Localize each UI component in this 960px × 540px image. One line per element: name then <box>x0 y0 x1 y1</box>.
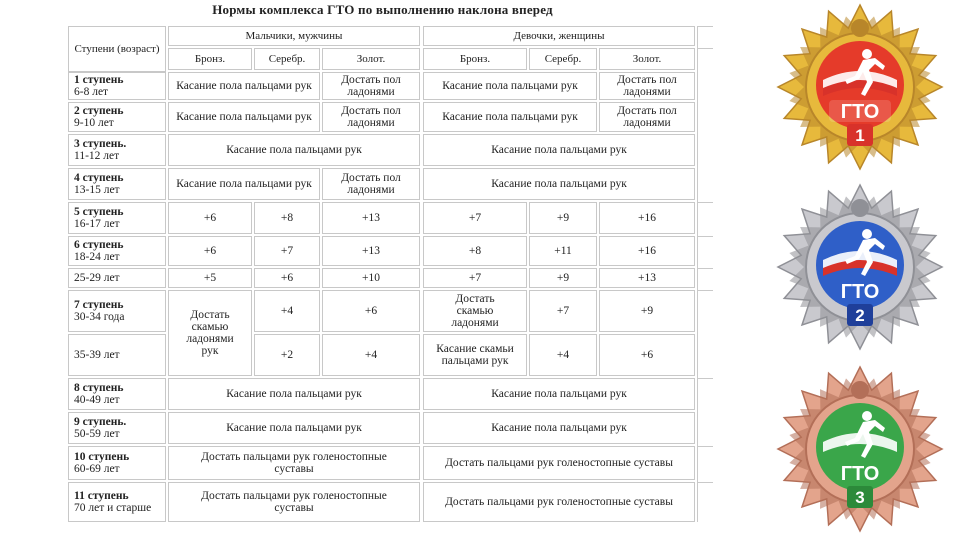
badge-label: ГТО <box>840 463 880 485</box>
gto-silver-badge <box>775 182 945 352</box>
boys-all-cell: Касание пола пальцами рук <box>168 412 420 444</box>
stage-cell: 10 ступень 60-69 лет <box>68 446 166 480</box>
eagle-emblem-icon <box>851 199 869 217</box>
girls-bronze-silver-cell: Касание пола пальцами рук <box>423 102 597 132</box>
table-gutter-line <box>697 290 713 291</box>
boys-silver-cell: +8 <box>254 202 320 234</box>
stage-cell: 35-39 лет <box>68 334 166 376</box>
header-girls-silver: Серебр. <box>529 48 597 70</box>
boys-gold-cell: +13 <box>322 236 420 266</box>
table-gutter-line <box>697 236 713 237</box>
stage-cell: 7 ступень 30-34 года <box>68 290 166 332</box>
girls-silver-cell: +9 <box>529 202 597 234</box>
girls-all-cell: Достать пальцами рук голеностопные суставы <box>423 482 695 522</box>
header-girls-gold: Золот. <box>599 48 695 70</box>
girls-gold-cell: +13 <box>599 268 695 288</box>
girls-bronze-cell: +8 <box>423 236 527 266</box>
header-boys-silver: Серебр. <box>254 48 320 70</box>
boys-all-cell: Достать пальцами рук голеностопные суставы <box>168 482 420 522</box>
boys-bronze-merged-cell: Достать скамью ладонями рук <box>168 290 252 376</box>
boys-all-cell: Касание пола пальцами рук <box>168 134 420 166</box>
boys-silver-cell: +6 <box>254 268 320 288</box>
badge-number: 2 <box>855 306 865 325</box>
eagle-emblem-icon <box>851 19 869 37</box>
stage-cell: 11 ступень 70 лет и старше <box>68 482 166 522</box>
header-stages: Ступени (возраст) <box>68 26 166 72</box>
boys-gold-cell: Достать пол ладонями <box>322 168 420 200</box>
girls-bronze-silver-cell: Касание пола пальцами рук <box>423 72 597 100</box>
table-gutter-line <box>697 378 713 379</box>
table-gutter-line <box>697 26 713 27</box>
girls-all-cell: Касание пола пальцами рук <box>423 134 695 166</box>
badge-label: ГТО <box>840 101 880 123</box>
boys-bronze-cell: +6 <box>168 236 252 266</box>
girls-all-cell: Касание пола пальцами рук <box>423 168 695 200</box>
girls-gold-cell: +6 <box>599 334 695 376</box>
stage-cell: 4 ступень 13-15 лет <box>68 168 166 200</box>
girls-silver-cell: +4 <box>529 334 597 376</box>
girls-bronze-cell: +7 <box>423 202 527 234</box>
boys-gold-cell: +10 <box>322 268 420 288</box>
boys-bronze-silver-cell: Касание пола пальцами рук <box>168 72 320 100</box>
gto-gold-badge <box>775 2 945 172</box>
boys-silver-cell: +4 <box>254 290 320 332</box>
girls-silver-cell: +9 <box>529 268 597 288</box>
boys-bronze-silver-cell: Касание пола пальцами рук <box>168 102 320 132</box>
stage-cell: 2 ступень 9-10 лет <box>68 102 166 132</box>
boys-gold-cell: Достать пол ладонями <box>322 72 420 100</box>
page-title: Нормы комплекса ГТО по выполнению наклона вперед <box>212 2 553 17</box>
gto-bronze-badge <box>775 364 945 534</box>
stage-cell: 8 ступень 40-49 лет <box>68 378 166 410</box>
girls-gold-cell: +16 <box>599 236 695 266</box>
girls-silver-cell: +7 <box>529 290 597 332</box>
boys-silver-cell: +7 <box>254 236 320 266</box>
eagle-emblem-icon <box>851 381 869 399</box>
table-gutter-line <box>697 26 698 522</box>
header-girls: Девочки, женщины <box>423 26 695 46</box>
boys-gold-cell: +13 <box>322 202 420 234</box>
boys-bronze-cell: +6 <box>168 202 252 234</box>
boys-bronze-cell: +5 <box>168 268 252 288</box>
stage-cell: 1 ступень 6-8 лет <box>68 72 166 100</box>
header-girls-bronze: Бронз. <box>423 48 527 70</box>
boys-gold-cell: Достать пол ладонями <box>322 102 420 132</box>
table-gutter-line <box>697 446 713 447</box>
girls-gold-cell: Достать пол ладонями <box>599 72 695 100</box>
girls-all-cell: Касание пола пальцами рук <box>423 412 695 444</box>
table-gutter-line <box>697 48 713 49</box>
boys-all-cell: Достать пальцами рук голеностопные суставы <box>168 446 420 480</box>
header-boys-gold: Золот. <box>322 48 420 70</box>
stage-cell: 6 ступень 18-24 лет <box>68 236 166 266</box>
header-boys: Мальчики, мужчины <box>168 26 420 46</box>
stage-cell: 5 ступень 16-17 лет <box>68 202 166 234</box>
girls-gold-cell: +9 <box>599 290 695 332</box>
girls-all-cell: Касание пола пальцами рук <box>423 378 695 410</box>
girls-bronze-cell: Достать скамью ладонями <box>423 290 527 332</box>
girls-bronze-cell: Касание скамьи пальцами рук <box>423 334 527 376</box>
girls-all-cell: Достать пальцами рук голеностопные суставы <box>423 446 695 480</box>
stage-cell: 9 ступень. 50-59 лет <box>68 412 166 444</box>
header-boys-bronze: Бронз. <box>168 48 252 70</box>
table-gutter-line <box>697 482 713 483</box>
boys-gold-cell: +4 <box>322 334 420 376</box>
stage-cell: 25-29 лет <box>68 268 166 288</box>
girls-bronze-cell: +7 <box>423 268 527 288</box>
badge-number: 3 <box>855 488 865 507</box>
badge-label: ГТО <box>840 281 880 303</box>
table-gutter-line <box>697 268 713 269</box>
boys-all-cell: Касание пола пальцами рук <box>168 378 420 410</box>
badge-number: 1 <box>855 126 865 145</box>
stage-cell: 3 ступень. 11-12 лет <box>68 134 166 166</box>
boys-gold-cell: +6 <box>322 290 420 332</box>
table-gutter-line <box>697 202 713 203</box>
boys-bronze-silver-cell: Касание пола пальцами рук <box>168 168 320 200</box>
boys-silver-cell: +2 <box>254 334 320 376</box>
girls-gold-cell: +16 <box>599 202 695 234</box>
girls-silver-cell: +11 <box>529 236 597 266</box>
girls-gold-cell: Достать пол ладонями <box>599 102 695 132</box>
